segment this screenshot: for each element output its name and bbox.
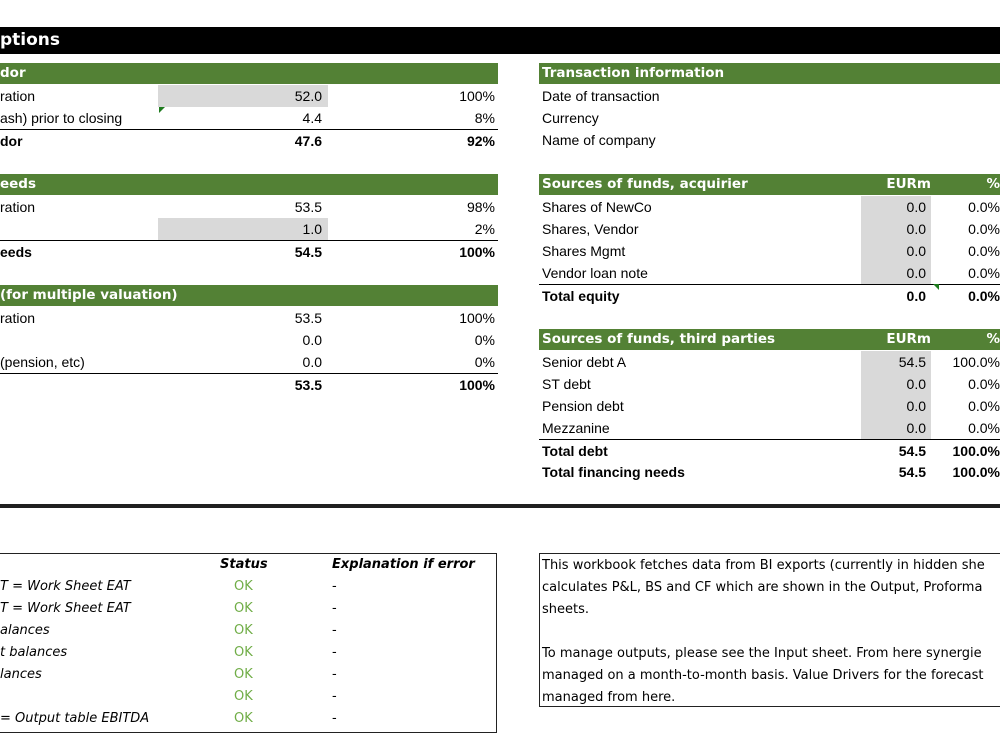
note-line: managed from here. — [542, 690, 676, 705]
pct-cell: 2% — [474, 221, 495, 237]
check-explanation: - — [332, 689, 337, 704]
table-row[interactable] — [0, 218, 498, 240]
total-value: 0.0 — [906, 288, 926, 304]
eurm-column-header: EURm — [886, 176, 931, 192]
pct-cell: 100% — [459, 310, 495, 326]
pct-cell: 0.0% — [968, 199, 1000, 215]
status-badge: OK — [234, 601, 253, 616]
table-row[interactable] — [539, 262, 1000, 284]
note-line: To manage outputs, please see the Input sheet. From here synergie — [542, 646, 982, 661]
total-value: 54.5 — [294, 244, 322, 260]
pct-cell: 100% — [459, 88, 495, 104]
check-explanation: - — [332, 579, 337, 594]
check-label: T = Work Sheet EAT — [0, 579, 131, 594]
check-explanation: - — [332, 667, 337, 682]
table-row[interactable] — [539, 417, 1000, 439]
third-parties-header-label: Sources of funds, third parties — [542, 331, 776, 347]
value-cell[interactable]: 0.0 — [302, 332, 322, 348]
check-row[interactable] — [0, 664, 497, 686]
check-label: t balances — [0, 645, 68, 660]
row-label: ash) prior to closing — [0, 110, 123, 126]
check-row[interactable] — [0, 686, 497, 708]
status-badge: OK — [234, 645, 253, 660]
total-equity-row[interactable] — [539, 284, 1000, 307]
check-row[interactable] — [0, 620, 497, 642]
row-label: Shares, Vendor — [542, 221, 639, 237]
table-row[interactable] — [539, 395, 1000, 417]
input-cell[interactable]: 0.0 — [861, 240, 931, 262]
row-label: Total equity — [542, 288, 620, 304]
pct-cell: 0.0% — [968, 376, 1000, 392]
table-row[interactable] — [539, 240, 1000, 262]
table-row[interactable] — [0, 307, 498, 329]
row-label: Shares Mgmt — [542, 243, 626, 259]
pct-column-header: % — [986, 331, 1000, 347]
input-cell[interactable]: 0.0 — [861, 395, 931, 417]
transaction-date-row[interactable] — [542, 85, 1000, 107]
value-cell[interactable]: 53.5 — [294, 199, 322, 215]
vendor-section-header[interactable] — [0, 63, 498, 84]
check-label: lances — [0, 667, 42, 682]
total-row[interactable] — [0, 373, 498, 396]
row-label: Date of transaction — [542, 88, 660, 104]
table-row[interactable] — [0, 329, 498, 351]
check-explanation: - — [332, 711, 337, 726]
table-row[interactable] — [539, 351, 1000, 373]
total-pct: 100.0% — [952, 464, 1000, 480]
total-value: 47.6 — [294, 133, 322, 149]
total-pct: 92% — [466, 133, 495, 149]
total-financing-row[interactable] — [539, 461, 1000, 483]
row-label: ration — [0, 199, 36, 215]
check-row[interactable] — [0, 708, 497, 730]
acquirer-funds-header[interactable] — [539, 174, 1000, 195]
pct-cell: 0.0% — [968, 265, 1000, 281]
total-pct: 100% — [459, 377, 495, 393]
note-line: calculates P&L, BS and CF which are shown in the Output, Proforma — [542, 580, 983, 595]
note-line: managed on a month-to-month basis. Value Drivers for the forecast — [542, 668, 984, 683]
check-label: = Output table EBITDA — [0, 711, 150, 726]
input-cell[interactable]: 54.5 — [861, 351, 931, 373]
value-cell[interactable]: 53.5 — [294, 310, 322, 326]
row-label: eeds — [0, 244, 32, 260]
row-label: ration — [0, 88, 36, 104]
row-label: Currency — [542, 110, 599, 126]
value-cell[interactable]: 0.0 — [302, 354, 322, 370]
pct-cell: 100.0% — [952, 354, 1000, 370]
total-value: 54.5 — [898, 443, 926, 459]
table-row[interactable] — [539, 218, 1000, 240]
multiple-valuation-section-header[interactable] — [0, 285, 498, 306]
checks-header-row — [0, 554, 497, 576]
check-row[interactable] — [0, 642, 497, 664]
row-label: Vendor loan note — [542, 265, 648, 281]
check-explanation: - — [332, 645, 337, 660]
input-cell[interactable]: 0.0 — [861, 262, 931, 284]
note-blank-line — [542, 621, 1000, 643]
total-pct: 100% — [459, 244, 495, 260]
acquirer-header-label: Sources of funds, acquirier — [542, 176, 748, 192]
total-pct: 100.0% — [952, 443, 1000, 459]
needs-section-header[interactable] — [0, 174, 498, 195]
check-explanation: - — [332, 623, 337, 638]
status-badge: OK — [234, 689, 253, 704]
table-row[interactable] — [539, 196, 1000, 218]
row-label: Shares of NewCo — [542, 199, 652, 215]
status-badge: OK — [234, 579, 253, 594]
table-row[interactable] — [0, 107, 498, 129]
input-cell[interactable]: 0.0 — [861, 417, 931, 439]
total-value: 53.5 — [294, 377, 322, 393]
note-line: This workbook fetches data from BI exports (currently in hidden she — [542, 558, 985, 573]
transaction-info-header[interactable] — [539, 63, 1000, 84]
pct-cell: 0.0% — [968, 243, 1000, 259]
row-label: Senior debt A — [542, 354, 627, 370]
pct-cell: 0.0% — [968, 420, 1000, 436]
sheet-title-bar — [0, 27, 1000, 54]
pct-column-header: % — [986, 176, 1000, 192]
input-cell[interactable]: 0.0 — [861, 196, 931, 218]
row-label: Total debt — [542, 443, 608, 459]
status-column-header: Status — [220, 557, 268, 572]
pct-cell: 98% — [466, 199, 495, 215]
table-row[interactable] — [539, 373, 1000, 395]
pct-cell: 0% — [474, 354, 495, 370]
row-label: dor — [0, 133, 23, 149]
row-label: ST debt — [542, 376, 591, 392]
row-label: Mezzanine — [542, 420, 610, 436]
total-pct: 0.0% — [968, 288, 1000, 304]
company-name-row[interactable] — [542, 129, 1000, 151]
status-badge: OK — [234, 711, 253, 726]
transaction-header-label: Transaction information — [542, 65, 725, 81]
status-badge: OK — [234, 623, 253, 638]
input-cell[interactable]: 52.0 — [158, 85, 328, 107]
section-divider — [0, 504, 1000, 508]
input-cell[interactable]: 0.0 — [861, 373, 931, 395]
check-row[interactable] — [0, 598, 497, 620]
table-row[interactable] — [0, 85, 498, 107]
check-label: alances — [0, 623, 50, 638]
input-cell[interactable]: 1.0 — [158, 218, 328, 240]
row-label: Name of company — [542, 132, 656, 148]
workbook-notes-textbox[interactable] — [539, 553, 1000, 707]
total-value: 54.5 — [898, 464, 926, 480]
vendor-header-label: dor — [0, 65, 26, 81]
pct-cell: 0% — [474, 332, 495, 348]
explanation-column-header: Explanation if error — [332, 557, 475, 572]
table-row[interactable] — [0, 196, 498, 218]
third-party-funds-header[interactable] — [539, 329, 1000, 350]
row-label: Total financing needs — [542, 464, 685, 480]
eurm-column-header: EURm — [886, 331, 931, 347]
row-label: ration — [0, 310, 36, 326]
check-row[interactable] — [0, 576, 497, 598]
table-row[interactable] — [0, 351, 498, 373]
multiple-header-label: (for multiple valuation) — [0, 287, 178, 303]
needs-header-label: eeds — [0, 176, 37, 192]
pct-cell: 0.0% — [968, 221, 1000, 237]
note-line: sheets. — [542, 602, 590, 617]
currency-row[interactable] — [542, 107, 1000, 129]
total-row[interactable] — [0, 240, 498, 263]
total-row[interactable] — [0, 129, 498, 152]
status-badge: OK — [234, 667, 253, 682]
total-debt-row[interactable] — [539, 439, 1000, 462]
input-cell[interactable]: 0.0 — [861, 218, 931, 240]
pct-cell: 8% — [474, 110, 495, 126]
sheet-title: ptions — [0, 30, 61, 50]
row-label: (pension, etc) — [0, 354, 85, 370]
check-explanation: - — [332, 601, 337, 616]
pct-cell: 0.0% — [968, 398, 1000, 414]
value-cell[interactable]: 4.4 — [302, 110, 322, 126]
check-label: T = Work Sheet EAT — [0, 601, 131, 616]
row-label: Pension debt — [542, 398, 624, 414]
